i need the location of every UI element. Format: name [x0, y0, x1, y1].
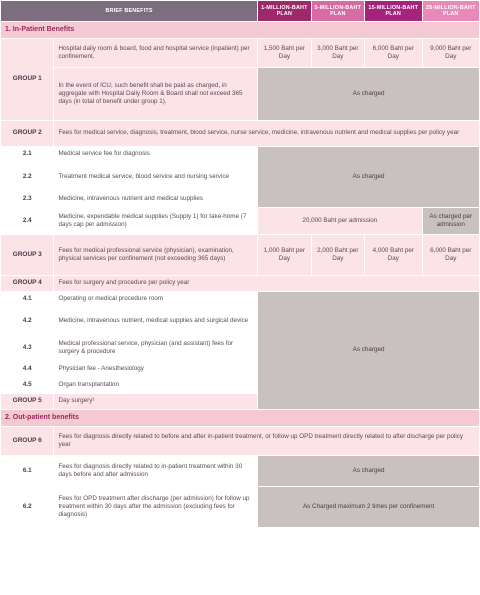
item-2-1-num: 2.1 — [1, 147, 53, 162]
group2-label: GROUP 2 — [1, 121, 53, 146]
group6-label: GROUP 6 — [1, 427, 53, 455]
item-4-4-num: 4.4 — [1, 362, 53, 377]
item-4-1-desc: Operating or medical procedure room — [54, 292, 257, 307]
group2-as-charged: As charged — [258, 147, 479, 207]
item-2-4-value: 20,000 Baht per admission — [258, 208, 421, 234]
item-2-3-num: 2.3 — [1, 192, 53, 207]
item-4-4-desc: Physician fee - Anesthesiology — [54, 362, 257, 377]
group1-icu-desc: In the event of ICU, such benefit shall be paid as charged, in aggregate with Hospital Daily Room & Board shall not exceed 365 days (in total of benefit under group 1). — [54, 68, 257, 120]
item-6-1-value: As charged — [258, 456, 479, 486]
item-4-2-desc: Medicine, intravenous nutrient, medical supplies and surgical device — [54, 308, 257, 334]
section-inpatient-title: 1. In-Patient Benefits — [1, 22, 479, 38]
item-2-4-num: 2.4 — [1, 208, 53, 234]
item-2-1-desc: Medical service fee for diagnosis — [54, 147, 257, 162]
item-4-3-desc: Medical professional service, physician (and assistant) fees for surgery & procedure — [54, 335, 257, 361]
group3-value-1m: 1,000 Baht per Day — [258, 235, 310, 275]
group6-desc: Fees for diagnosis directly related to before and after in-patient treatment, or follow up OPD treatment directly related to after discharge per policy year — [54, 427, 479, 455]
item-6-2-num: 6.2 — [1, 487, 53, 527]
group3-desc: Fees for medical professional service (physician), examination, physical services per confinement (not exceeding 365 days) — [54, 235, 257, 275]
item-6-2-value: As Charged maximum 2 times per confinement — [258, 487, 479, 527]
header-plan-15m: 15-MILLION-BAHT PLAN — [365, 1, 421, 21]
group5-desc: Day surgery¹ — [54, 394, 257, 409]
item-4-2-num: 4.2 — [1, 308, 53, 334]
header-brief: BRIEF BENEFITS — [1, 1, 257, 21]
group3-value-15m: 4,000 Baht per Day — [365, 235, 421, 275]
item-2-4-desc: Medicine, expendable medical supplies (Supply 1) for take-home (7 days cap per admission) — [54, 208, 257, 234]
item-2-2-desc: Treatment medical service, blood service and nursing service — [54, 163, 257, 191]
item-2-3-desc: Medicine, intravenous nutrient and medical supplies — [54, 192, 257, 207]
section-outpatient-title: 2. Out-patient benefits — [1, 410, 479, 426]
group1-icu-value: As charged — [258, 68, 479, 120]
item-4-3-num: 4.3 — [1, 335, 53, 361]
group3-label: GROUP 3 — [1, 235, 53, 275]
group1-value-15m: 6,000 Baht per Day — [365, 39, 421, 67]
group4-desc: Fees for surgery and procedure per policy year — [54, 276, 479, 291]
group3-value-5m: 2,000 Baht per Day — [312, 235, 364, 275]
item-6-1-num: 6.1 — [1, 456, 53, 486]
item-2-4-last: As charged per admission — [423, 208, 480, 234]
header-row — [1, 1, 479, 21]
group2-desc: Fees for medical service, diagnosis, treatment, blood service, nurse service, medicine, intravenous nutrient and medical supplies per policy year — [54, 121, 479, 146]
item-4-5-num: 4.5 — [1, 378, 53, 393]
group3-value-25m: 6,000 Baht per Day — [423, 235, 480, 275]
header-plan-5m: 5-MILLION-BAHT PLAN — [312, 1, 364, 21]
group1-room-board-desc: Hospital daily room & board, food and hospital service (inpatient) per confinement. — [54, 39, 257, 67]
item-4-1-num: 4.1 — [1, 292, 53, 307]
item-6-2-desc: Fees for OPD treatment after discharge (per admission) for follow up treatment within 30 days after the admission (excluding fees for diagnosis) — [54, 487, 257, 527]
group1-value-25m: 9,000 Baht per Day — [423, 39, 480, 67]
group5-label: GROUP 5 — [1, 394, 53, 409]
header-plan-1m: 1-MILLION-BAHT PLAN — [258, 1, 310, 21]
group1-value-5m: 3,000 Baht per Day — [312, 39, 364, 67]
group4-label: GROUP 4 — [1, 276, 53, 291]
group1-value-1m: 1,500 Baht per Day — [258, 39, 310, 67]
group1-label: GROUP 1 — [1, 39, 53, 120]
item-6-1-desc: Fees for diagnosis directly related to in-patient treatment within 30 days before and after admission — [54, 456, 257, 486]
item-2-2-num: 2.2 — [1, 163, 53, 191]
item-4-5-desc: Organ transplantation — [54, 378, 257, 393]
header-plan-25m: 25-MILLION-BAHT PLAN — [423, 1, 480, 21]
group4-as-charged: As charged — [258, 292, 479, 409]
